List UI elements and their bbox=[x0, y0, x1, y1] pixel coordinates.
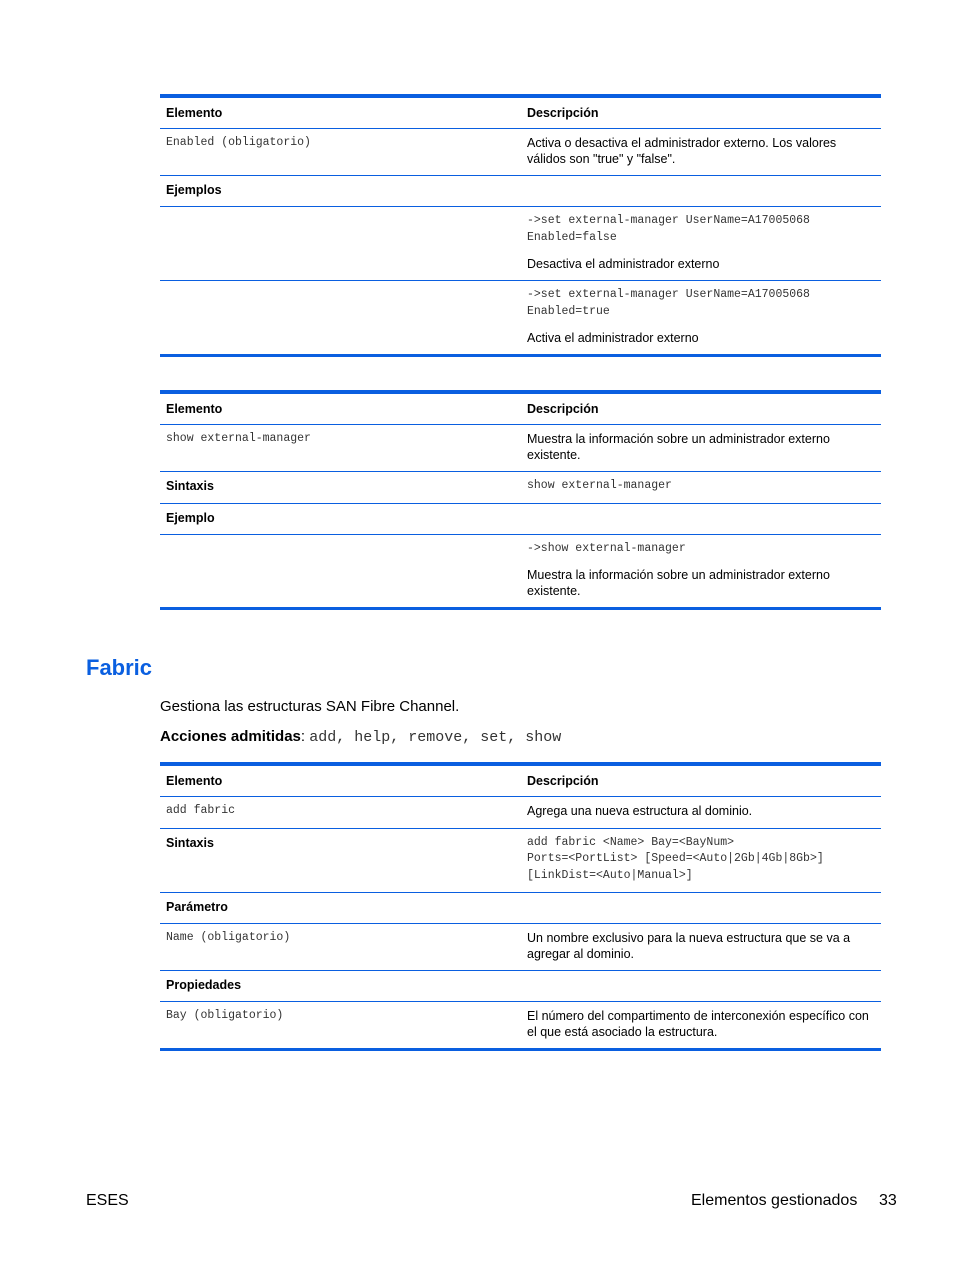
element-description: Muestra la información sobre un administrador externo existente. bbox=[527, 432, 830, 462]
section-label: Ejemplos bbox=[166, 183, 222, 197]
syntax-line: [LinkDist=<Auto|Manual>] bbox=[527, 868, 693, 882]
example-command: Enabled=true bbox=[527, 304, 610, 318]
section-row bbox=[160, 504, 881, 535]
example-row bbox=[160, 281, 881, 354]
element-description: Agrega una nueva estructura al dominio. bbox=[527, 804, 753, 818]
example-command: ->set external-manager UserName=A17005068 bbox=[527, 288, 810, 301]
syntax-line: add fabric <Name> Bay=<BayNum> bbox=[527, 835, 735, 849]
example-row bbox=[160, 207, 881, 281]
element-name: show external-manager bbox=[166, 432, 311, 445]
example-row bbox=[160, 535, 881, 608]
table-header-row bbox=[160, 394, 881, 425]
table-bottom-rule bbox=[160, 1048, 881, 1051]
supported-actions-value: add, help, remove, set, show bbox=[309, 729, 562, 746]
supported-actions bbox=[160, 728, 561, 746]
table-row bbox=[160, 129, 881, 176]
table-bottom-rule bbox=[160, 607, 881, 610]
header-elemento: Elemento bbox=[166, 402, 223, 416]
header-descripcion: Descripción bbox=[527, 402, 599, 416]
supported-actions-label: Acciones admitidas bbox=[160, 728, 301, 745]
syntax-label: Sintaxis bbox=[166, 479, 214, 493]
table-add-fabric bbox=[160, 762, 881, 1051]
example-description: Activa el administrador externo bbox=[527, 331, 699, 345]
element-name: Name (obligatorio) bbox=[166, 931, 291, 944]
table-row bbox=[160, 425, 881, 472]
header-elemento: Elemento bbox=[166, 106, 223, 120]
element-name: Bay (obligatorio) bbox=[166, 1009, 284, 1022]
table-show-external-manager bbox=[160, 390, 881, 610]
section-label: Propiedades bbox=[166, 978, 242, 992]
example-description: Desactiva el administrador externo bbox=[527, 257, 720, 271]
syntax-row bbox=[160, 472, 881, 504]
example-description: Muestra la información sobre un administrador externo existente. bbox=[527, 568, 830, 598]
section-row bbox=[160, 176, 881, 207]
element-description: Un nombre exclusivo para la nueva estructura que se va a agregar al dominio. bbox=[527, 931, 851, 961]
header-elemento: Elemento bbox=[166, 774, 223, 788]
element-name: Enabled (obligatorio) bbox=[166, 136, 311, 149]
section-label: Ejemplo bbox=[166, 510, 215, 525]
footer-page-number: 33 bbox=[879, 1192, 897, 1209]
syntax-label: Sintaxis bbox=[166, 835, 214, 850]
table-row bbox=[160, 1002, 881, 1048]
table-row bbox=[160, 924, 881, 971]
table-bottom-rule bbox=[160, 354, 881, 357]
table-header-row bbox=[160, 98, 881, 129]
table-external-manager-enabled bbox=[160, 94, 881, 357]
header-descripcion: Descripción bbox=[527, 106, 599, 120]
example-command: ->set external-manager UserName=A17005068 bbox=[527, 214, 810, 227]
syntax-row bbox=[160, 829, 881, 894]
section-row bbox=[160, 893, 881, 924]
footer-language-code: ESES bbox=[86, 1192, 129, 1209]
syntax-line: Ports=<PortList> [Speed=<Auto|2Gb|4Gb|8Gb>] bbox=[527, 852, 824, 865]
table-header-row bbox=[160, 766, 881, 797]
header-descripcion: Descripción bbox=[527, 774, 599, 788]
element-description: El número del compartimento de interconexión específico con el que está asociado la estructura. bbox=[527, 1009, 869, 1039]
example-command: Enabled=false bbox=[527, 230, 617, 244]
section-row bbox=[160, 971, 881, 1002]
supported-actions-separator: : bbox=[300, 728, 310, 745]
footer-chapter-title: Elementos gestionados bbox=[691, 1192, 858, 1209]
syntax-value: show external-manager bbox=[527, 479, 672, 492]
example-command: ->show external-manager bbox=[527, 541, 686, 555]
fabric-description: Gestiona las estructuras SAN Fibre Channel. bbox=[160, 698, 460, 715]
section-label: Parámetro bbox=[166, 900, 228, 914]
table-row bbox=[160, 797, 881, 829]
element-description: Activa o desactiva el administrador externo. Los valores válidos son "true" y "false". bbox=[527, 136, 837, 166]
section-heading-fabric: Fabric bbox=[86, 655, 153, 680]
element-name: add fabric bbox=[166, 804, 236, 817]
